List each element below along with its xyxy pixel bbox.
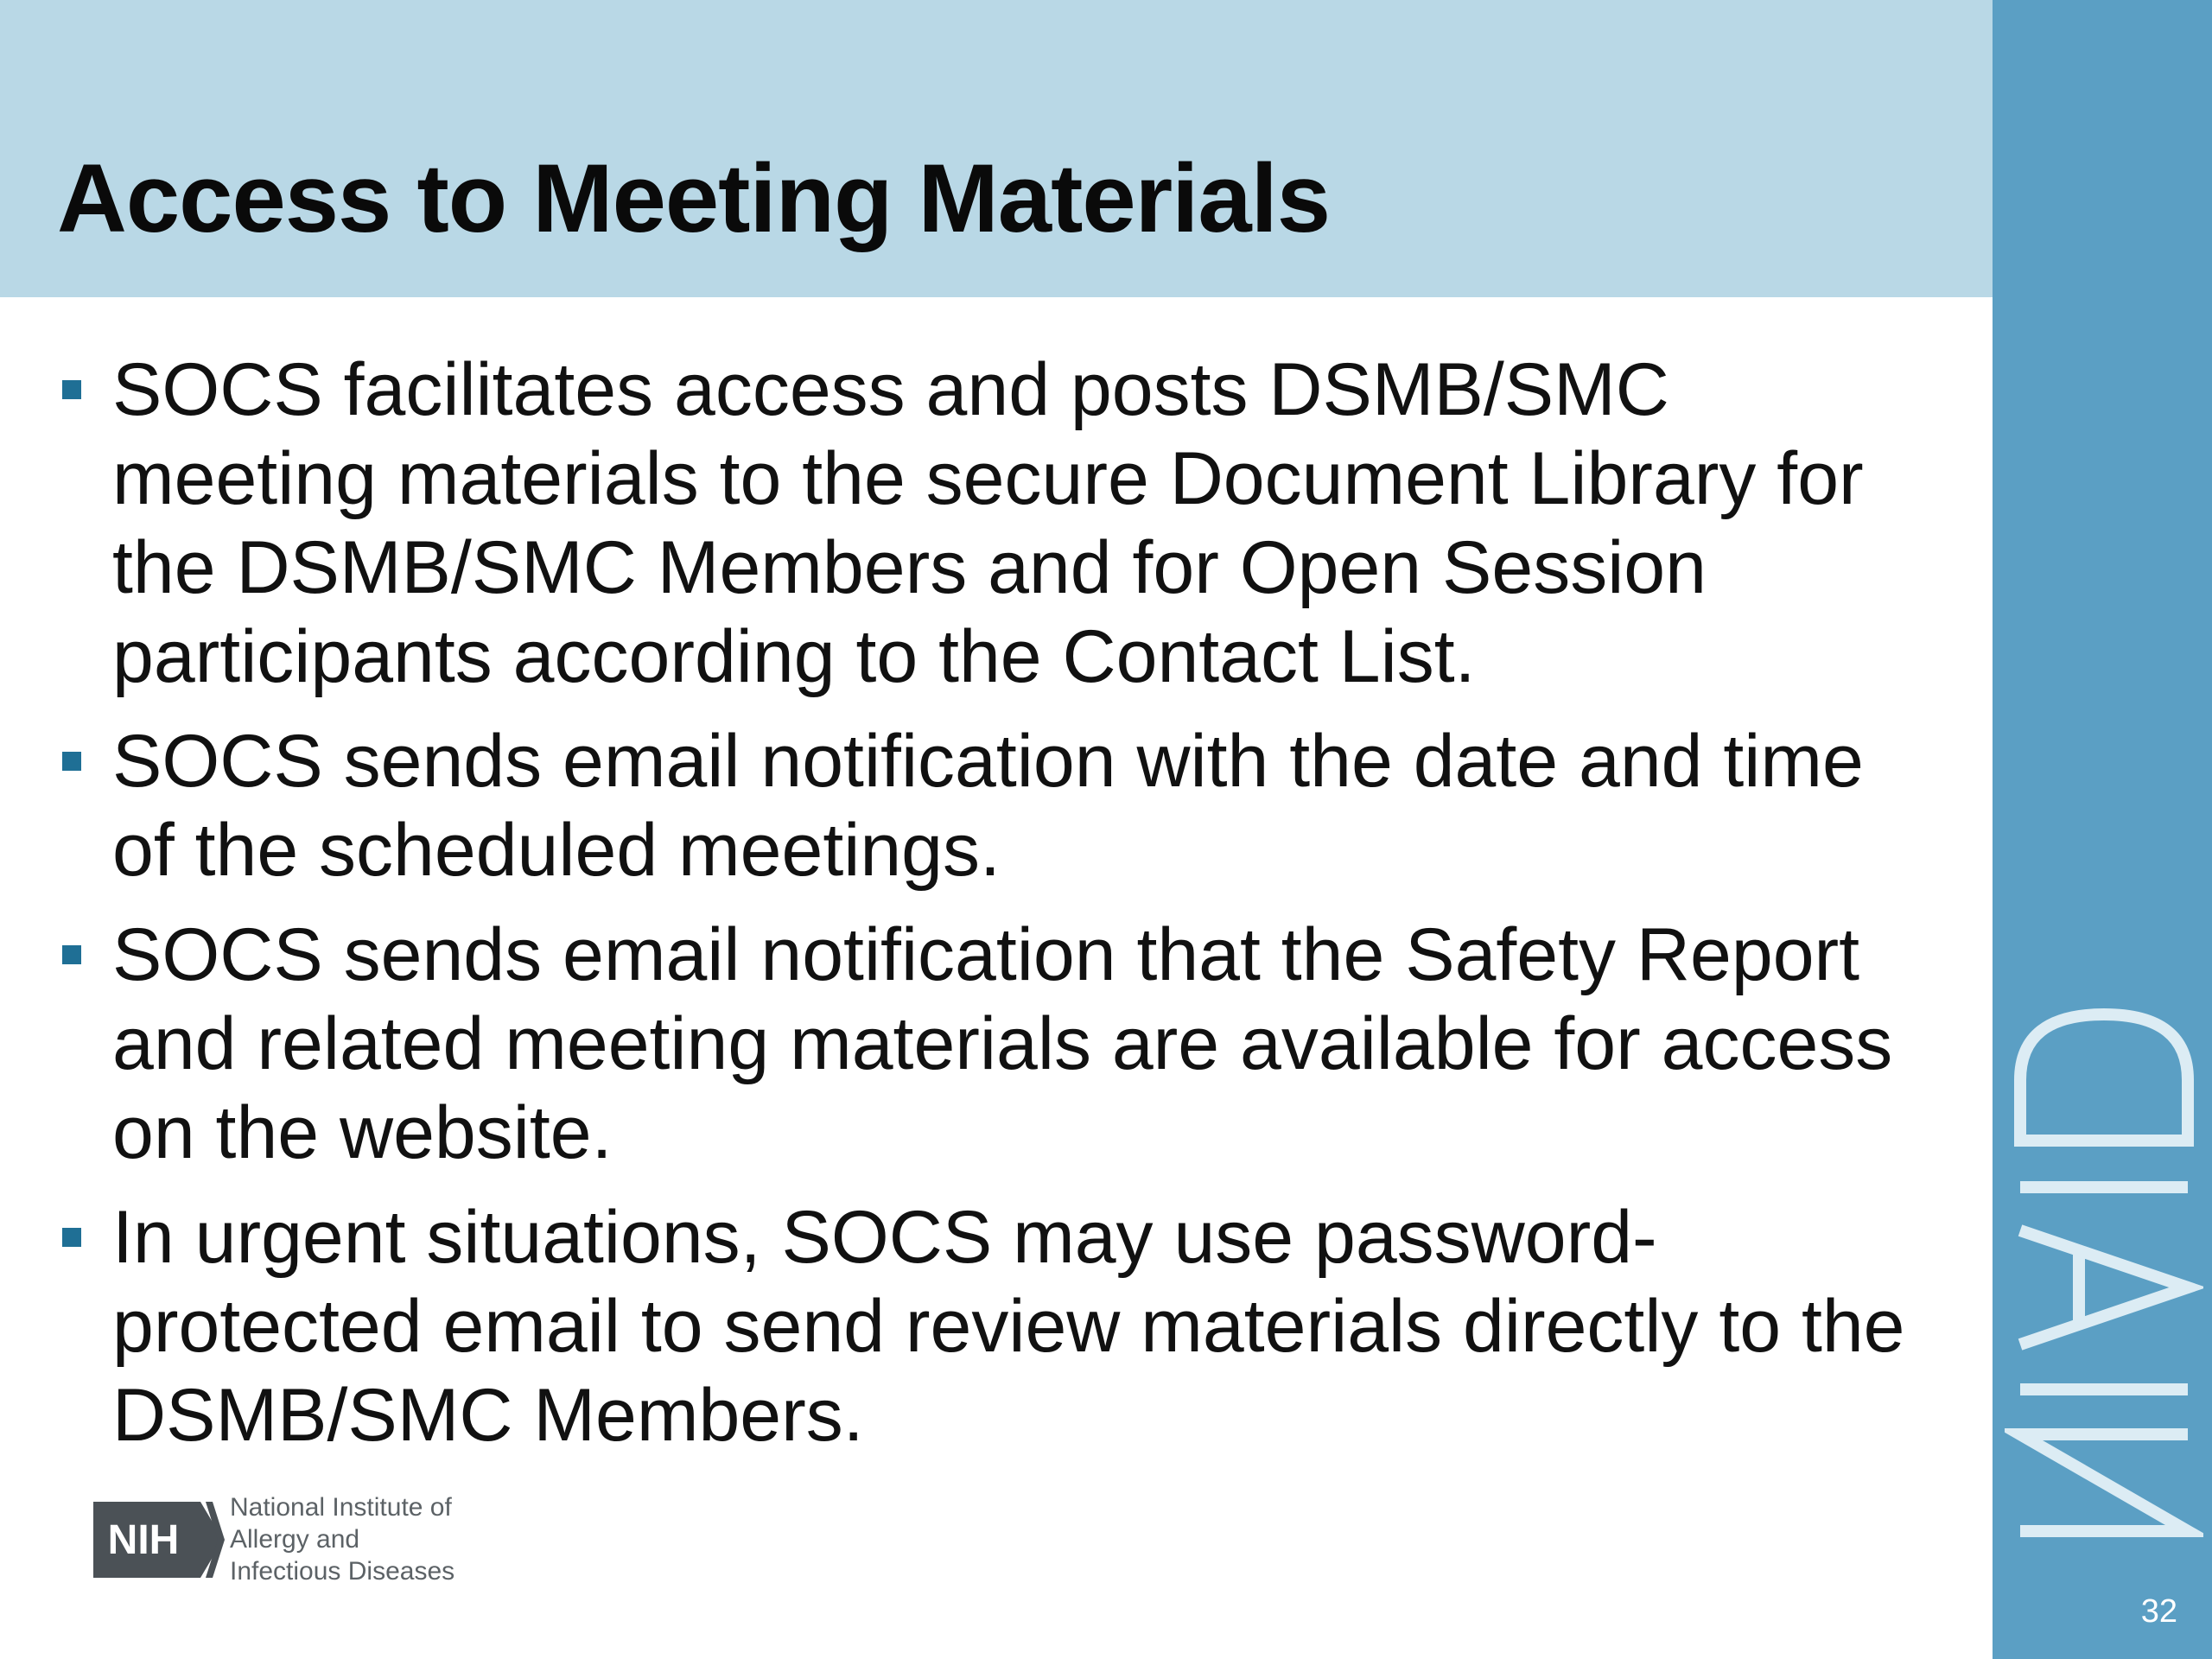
square-bullet-icon bbox=[62, 1228, 81, 1247]
nih-mark-icon bbox=[90, 1498, 226, 1581]
slide-title: Access to Meeting Materials bbox=[57, 144, 1331, 252]
bullet-text: SOCS facilitates access and posts DSMB/SMC meeting materials to the secure Document Library for the DSMB/SMC Members and for Open Session participants according to the Contact List. bbox=[112, 348, 1864, 698]
bullet-item bbox=[57, 911, 1923, 1178]
square-bullet-icon bbox=[62, 380, 81, 399]
bullet-list bbox=[57, 346, 1923, 1476]
square-bullet-icon bbox=[62, 752, 81, 771]
nih-caption-line: National Institute of bbox=[230, 1493, 452, 1522]
bullet-text: SOCS sends email notification that the Safety Report and related meeting materials are available for access on the website. bbox=[112, 913, 1893, 1174]
page-number: 32 bbox=[2140, 1593, 2177, 1630]
square-bullet-icon bbox=[62, 945, 81, 964]
bullet-item bbox=[57, 346, 1923, 702]
nih-caption-line: Allergy and bbox=[230, 1525, 360, 1554]
nih-mark-text: NIH bbox=[107, 1517, 180, 1563]
bullet-text: In urgent situations, SOCS may use password-protected email to send review materials directly to the DSMB/SMC Members. bbox=[112, 1196, 1905, 1457]
niaid-wordmark-logo bbox=[2005, 1002, 2203, 1547]
bullet-item bbox=[57, 717, 1923, 895]
bullet-item bbox=[57, 1193, 1923, 1460]
bullet-text: SOCS sends email notification with the date and time of the scheduled meetings. bbox=[112, 720, 1864, 892]
nih-caption bbox=[230, 1491, 472, 1587]
nih-logo bbox=[90, 1491, 461, 1586]
nih-caption-line: Infectious Diseases bbox=[230, 1557, 455, 1586]
